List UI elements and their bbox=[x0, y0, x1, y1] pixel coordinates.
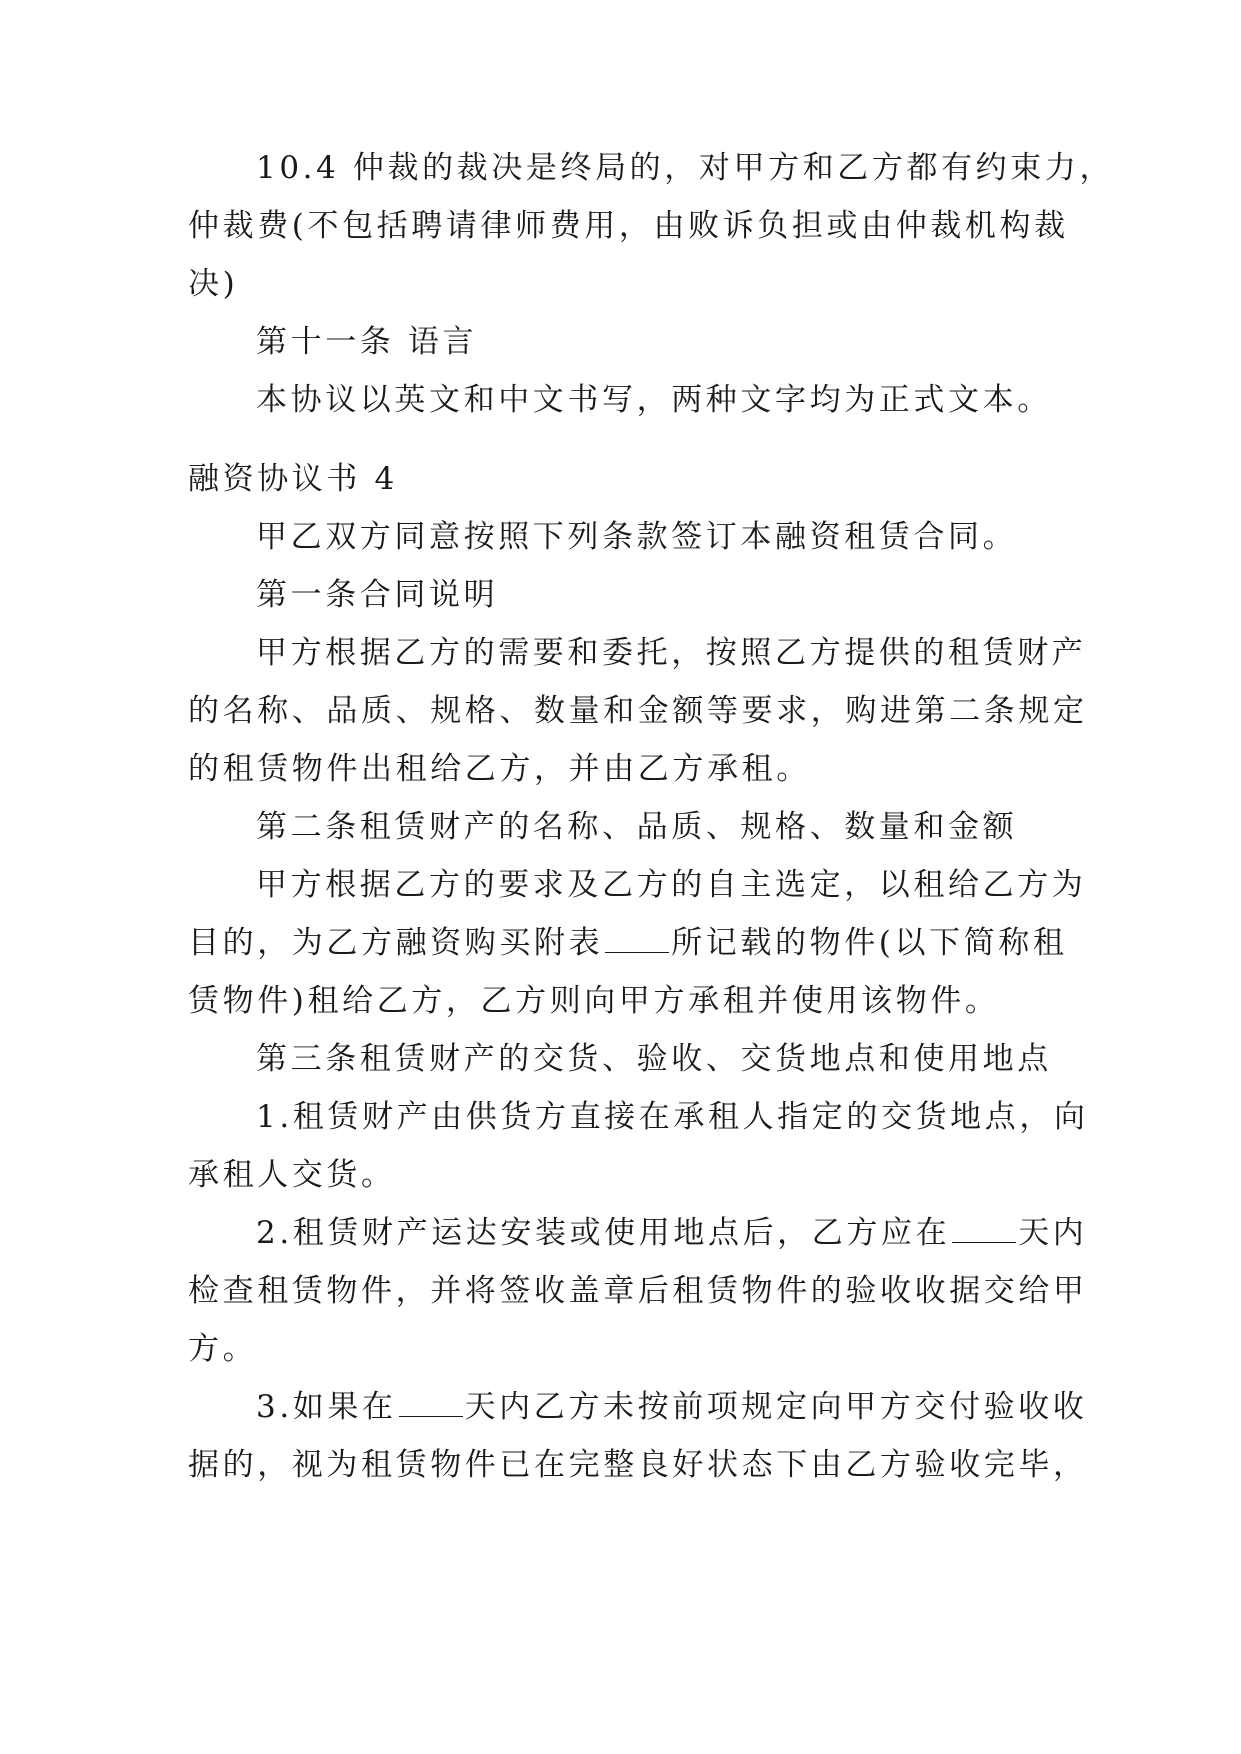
item-2-line-2: 检查租赁物件，并将签收盖章后租赁物件的验收收据交给甲 bbox=[188, 1273, 1088, 1309]
clause-10-4-line-1: 10.4 仲裁的裁决是终局的，对甲方和乙方都有约束力， bbox=[256, 150, 1115, 186]
clause-10-4-line-2: 仲裁费(不包括聘请律师费用，由败诉负担或由仲裁机构裁 bbox=[188, 208, 1069, 244]
article-2-body-line-2 bbox=[188, 914, 1068, 972]
article-11-title: 第十一条 语言 bbox=[256, 324, 478, 360]
article-2-body-line-3: 赁物件)租给乙方，乙方则向甲方承租并使用该物件。 bbox=[188, 983, 1000, 1019]
item-3-line-2: 据的，视为租赁物件已在完整良好状态下由乙方验收完毕， bbox=[188, 1447, 1088, 1483]
article-2-title: 第二条租赁财产的名称、品质、规格、数量和金额 bbox=[256, 809, 1018, 845]
clause-10-4-line-3: 决) bbox=[188, 266, 239, 302]
fill-in-blank bbox=[399, 1388, 463, 1417]
article-1-body-line-1: 甲方根据乙方的需要和委托，按照乙方提供的租赁财产 bbox=[256, 635, 1087, 671]
article-11-body: 本协议以英文和中文书写，两种文字均为正式文本。 bbox=[256, 382, 1052, 418]
article-2-body-line-2b: 所记载的物件(以下简称租 bbox=[671, 925, 1068, 961]
article-2-body-line-2a: 目的，为乙方融资购买附表 bbox=[188, 925, 604, 961]
fill-in-blank bbox=[605, 924, 669, 953]
fill-in-blank bbox=[952, 1214, 1016, 1243]
item-3-line-1 bbox=[188, 1378, 1088, 1436]
item-3-line-1b: 天内乙方未按前项规定向甲方交付验收收 bbox=[464, 1389, 1088, 1425]
item-2-line-1b: 天内 bbox=[1018, 1215, 1088, 1251]
section-4-body bbox=[188, 508, 1089, 1494]
section-4-heading-block bbox=[188, 450, 1054, 508]
item-2-line-1 bbox=[188, 1204, 1088, 1262]
item-1-line-1: 1.租赁财产由供货方直接在承租人指定的交货地点，向 bbox=[256, 1099, 1089, 1135]
article-1-body-line-2: 的名称、品质、规格、数量和金额等要求，购进第二条规定 bbox=[188, 693, 1088, 729]
article-2-body-line-1: 甲方根据乙方的要求及乙方的自主选定，以租给乙方为 bbox=[256, 867, 1087, 903]
top-section bbox=[188, 139, 1115, 429]
article-1-title: 第一条合同说明 bbox=[256, 577, 499, 613]
section-4-heading: 融资协议书 4 bbox=[188, 461, 398, 497]
article-1-body-line-3: 的租赁物件出租给乙方，并由乙方承租。 bbox=[188, 751, 811, 787]
item-3-line-1a: 3.如果在 bbox=[256, 1389, 397, 1425]
section-4-intro: 甲乙双方同意按照下列条款签订本融资租赁合同。 bbox=[256, 519, 1018, 555]
item-2-line-3: 方。 bbox=[188, 1331, 258, 1367]
item-1-line-2: 承租人交货。 bbox=[188, 1157, 396, 1193]
article-3-title: 第三条租赁财产的交货、验收、交货地点和使用地点 bbox=[256, 1041, 1052, 1077]
item-2-line-1a: 2.租赁财产运达安装或使用地点后，乙方应在 bbox=[256, 1215, 951, 1251]
